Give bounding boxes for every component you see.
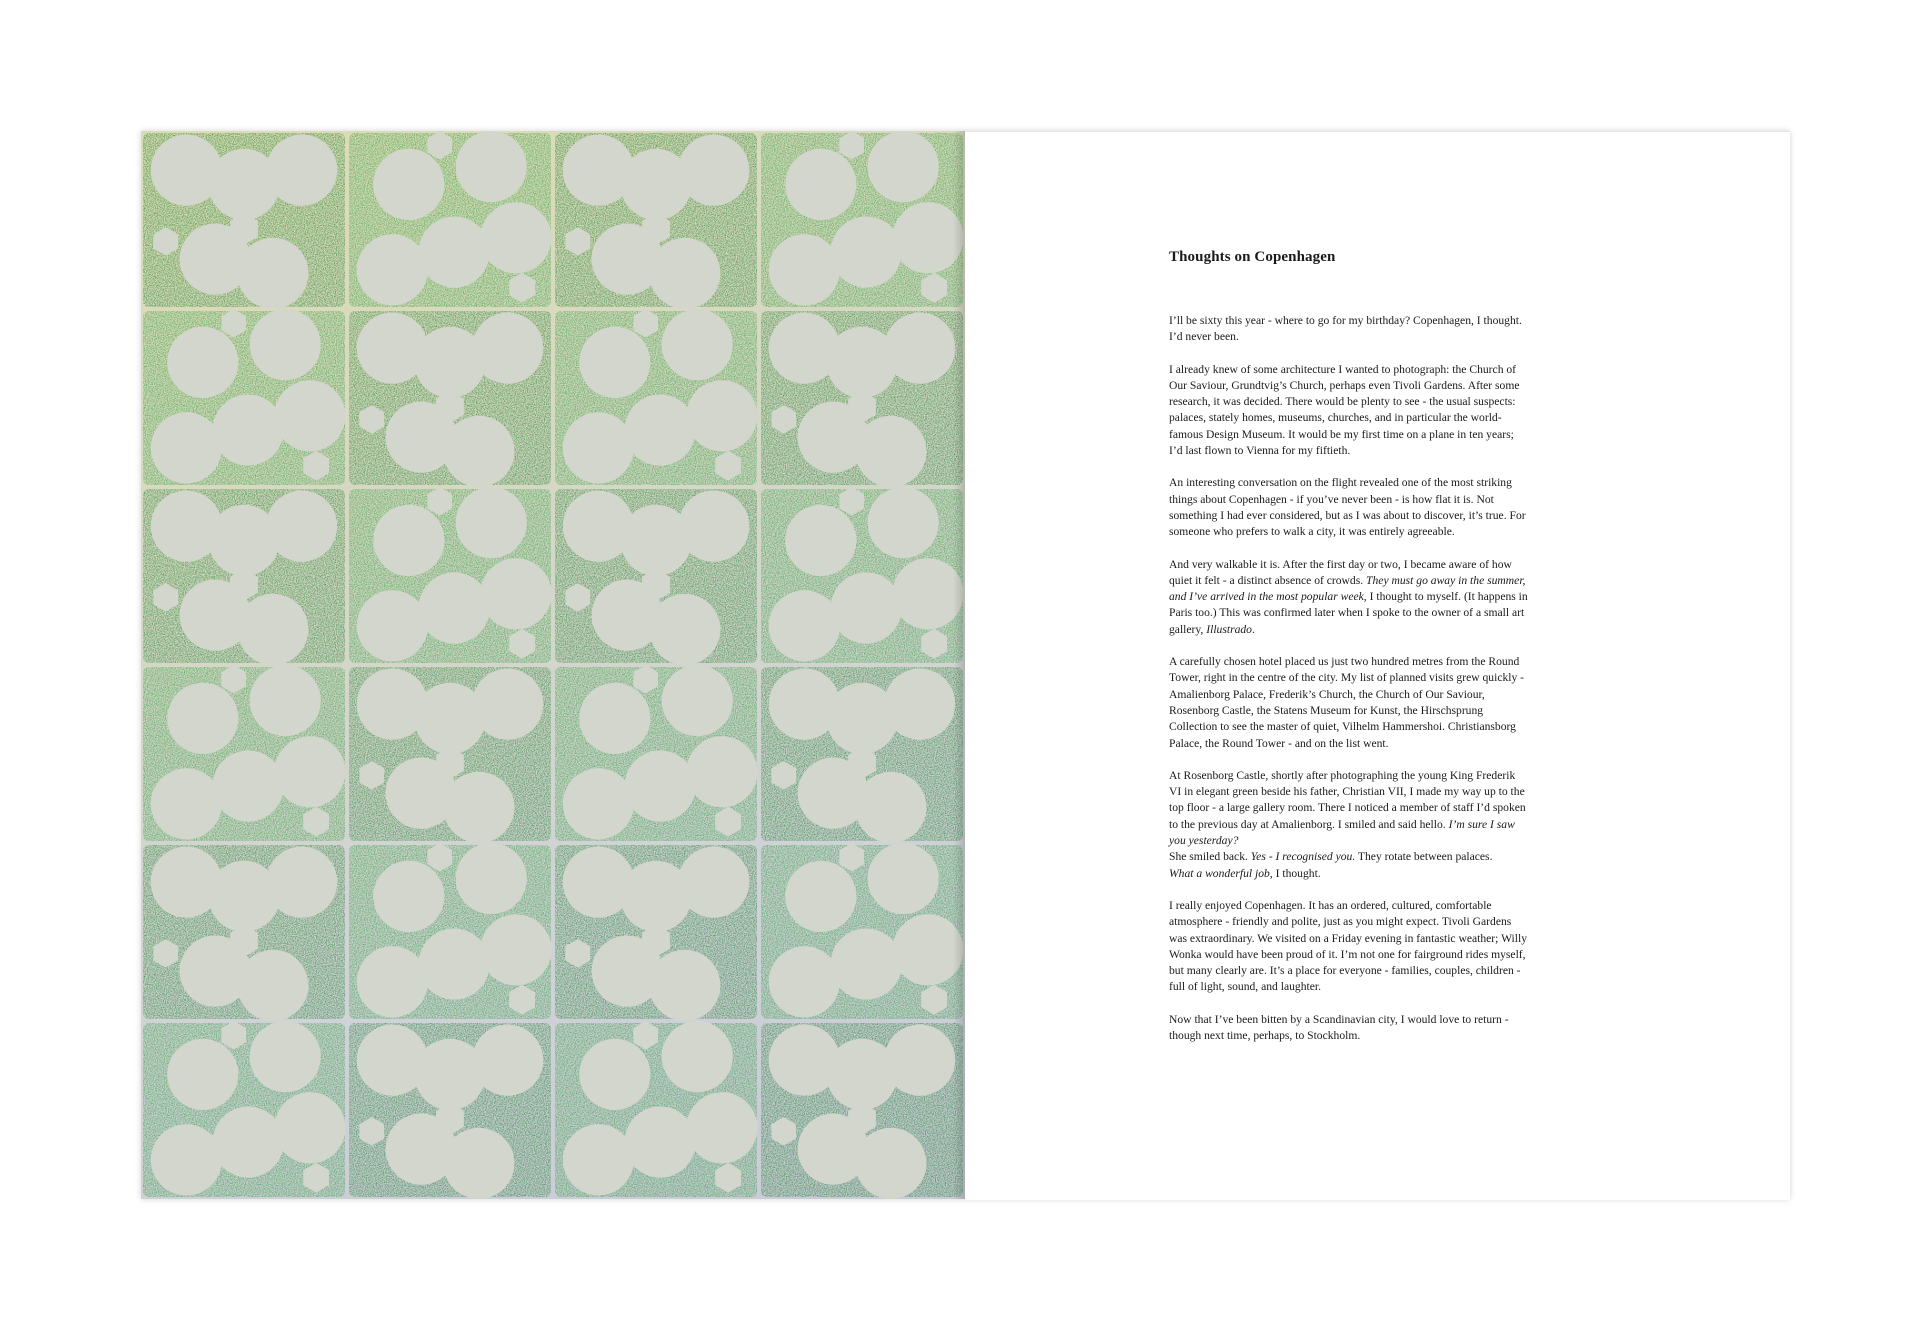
pattern-circle: [686, 736, 757, 807]
italic-run: What a wonderful job,: [1169, 866, 1273, 880]
pattern-circle: [274, 1092, 345, 1163]
pattern-circle: [419, 572, 490, 643]
pattern-circle: [151, 412, 222, 483]
pattern-circle: [151, 1124, 222, 1195]
pattern-circle: [662, 309, 733, 380]
pattern-circle: [213, 750, 284, 821]
pattern-circle: [868, 843, 939, 914]
pattern-circle: [237, 950, 308, 1021]
text-run: At Rosenborg Castle, shortly after photographing the young King Frederik VI in elegant green beside his father, Christian VII, I made my way up to the top floor - a large gallery room. There I noticed a member of staff I’d spoken to the previous day at Amalienborg. I smiled and said hello.: [1169, 768, 1526, 831]
pattern-circle: [266, 847, 337, 918]
italic-run: I’m sure I saw you yesterday?: [1169, 817, 1515, 848]
pattern-circle: [678, 491, 749, 562]
pattern-circle: [892, 202, 963, 273]
block-print-photo: [141, 131, 965, 1199]
text-run: An interesting conversation on the flight revealed one of the most striking things about Copenhagen - if you’ve never been - is how flat it is. Not something I had ever considered, but as I was about to discover, it’s true. For someone who prefers to walk a city, it was entirely agreeable.: [1169, 476, 1526, 539]
pattern-circle: [662, 1021, 733, 1092]
pattern-circle: [237, 238, 308, 309]
pattern-circle: [357, 946, 428, 1017]
pattern-circle: [480, 914, 551, 985]
article-paragraph: [1169, 768, 1529, 882]
pattern-circle: [213, 394, 284, 465]
pattern-circle: [678, 135, 749, 206]
pattern-circle: [855, 1128, 926, 1199]
italic-run: Illustrado: [1206, 622, 1252, 636]
italic-run: Yes - I recognised you.: [1250, 850, 1356, 864]
pattern-circle: [443, 416, 514, 487]
article-title: Thoughts on Copenhagen: [1169, 249, 1336, 265]
pattern-circle: [167, 327, 238, 398]
pattern-circle: [456, 843, 527, 914]
article-paragraph: [1169, 475, 1529, 540]
article-body: [1169, 313, 1529, 1044]
pattern-circle: [579, 683, 650, 754]
pattern-circle: [472, 1025, 543, 1096]
pattern-circle: [563, 768, 634, 839]
pattern-circle: [769, 590, 840, 661]
text-run: I really enjoyed Copenhagen. It has an ordered, cultured, comfortable atmosphere - friendly and polite, just as you might expect. Tivoli Gardens was extraordinary. We visited on a Friday evening in fantastic weather; Willy Wonka would have been proud of it. I’m not one for fairground rides myself, but many clearly are. It’s a place for everyone - families, couples, children - full of light, sound, and laughter.: [1169, 898, 1528, 994]
pattern-circle: [472, 313, 543, 384]
pattern-circle: [266, 491, 337, 562]
text-run: , I thought to myself. (It happens in Paris too.) This was confirmed later when I spoke to the owner of a small art gallery,: [1169, 590, 1528, 636]
pattern-circle: [250, 1021, 321, 1092]
pattern-circle: [579, 1039, 650, 1110]
text-run: They rotate between palaces.: [1355, 850, 1493, 864]
pattern-circle: [785, 505, 856, 576]
book-spread: [141, 131, 1790, 1199]
pattern-circle: [649, 594, 720, 665]
pattern-circle: [250, 309, 321, 380]
pattern-circle: [213, 1106, 284, 1177]
pattern-circle: [443, 772, 514, 843]
pattern-circle: [480, 558, 551, 629]
pattern-circle: [357, 234, 428, 305]
pattern-circle: [831, 216, 902, 287]
pattern-circle: [443, 1128, 514, 1199]
pattern-circle: [167, 683, 238, 754]
pattern-circle: [579, 327, 650, 398]
pattern-circle: [167, 1039, 238, 1110]
article: [1169, 249, 1529, 1060]
pattern-circle: [868, 487, 939, 558]
pattern-circle: [151, 768, 222, 839]
text-run: I already knew of some architecture I wanted to photograph: the Church of Our Saviour, Grundtvig’s Church, perhaps even Tivoli Gardens. After some research, it was decided. There would be plenty to see - the usual suspects: palaces, stately homes, museums, churches, and in particular the world-famous Design Museum. It would be my first time on a plane in ten years; I’d last flown to Vienna for my fiftieth.: [1169, 362, 1520, 458]
pattern-circle: [274, 736, 345, 807]
pattern-circle: [884, 669, 955, 740]
text-run: .: [1251, 622, 1255, 636]
pattern-circle: [625, 394, 696, 465]
pattern-circle: [785, 149, 856, 220]
text-run: I’ll be sixty this year - where to go for my birthday? Copenhagen, I thought. I’d never been.: [1169, 314, 1522, 344]
pattern-circle: [678, 847, 749, 918]
pattern-circle: [855, 772, 926, 843]
pattern-circle: [563, 412, 634, 483]
pattern-circle: [266, 135, 337, 206]
article-paragraph: [1169, 557, 1529, 638]
pattern-circle: [357, 590, 428, 661]
article-paragraph: [1169, 898, 1529, 996]
italic-run: They must go away in the summer, and I’ve arrived in the most popular week: [1169, 573, 1526, 604]
text-run: She smiled back.: [1169, 850, 1251, 864]
pattern-circle: [785, 861, 856, 932]
pattern-circle: [769, 234, 840, 305]
pattern-circle: [274, 380, 345, 451]
pattern-circle: [563, 1124, 634, 1195]
pattern-circle: [831, 572, 902, 643]
pattern-circle: [884, 1025, 955, 1096]
pattern-circle: [769, 946, 840, 1017]
pattern-circle: [625, 1106, 696, 1177]
pattern-circle: [892, 558, 963, 629]
pattern-circle: [868, 131, 939, 202]
pattern-circle: [419, 928, 490, 999]
pattern-circle: [649, 950, 720, 1021]
pattern-circle: [480, 202, 551, 273]
pattern-circle: [419, 216, 490, 287]
text-run: Now that I’ve been bitten by a Scandinavian city, I would love to return - though next time, perhaps, to Stockholm.: [1169, 1012, 1509, 1042]
text-run: And very walkable it is. After the first day or two, I became aware of how quiet it felt - a distinct absence of crowds.: [1169, 557, 1512, 587]
pattern-circle: [686, 1092, 757, 1163]
pattern-circle: [472, 669, 543, 740]
pattern-circle: [662, 665, 733, 736]
pattern-circle: [373, 861, 444, 932]
pattern-circle: [625, 750, 696, 821]
pattern-circle: [373, 149, 444, 220]
pattern-circle: [250, 665, 321, 736]
pattern-circle: [884, 313, 955, 384]
pattern-circle: [831, 928, 902, 999]
pattern-circle: [237, 594, 308, 665]
pattern-circle: [892, 914, 963, 985]
text-page: [965, 131, 1790, 1200]
pattern-circle: [649, 238, 720, 309]
pattern-circle: [456, 131, 527, 202]
article-paragraph: [1169, 1012, 1529, 1045]
article-paragraph: [1169, 313, 1529, 346]
article-paragraph: [1169, 654, 1529, 752]
pattern-circle: [456, 487, 527, 558]
green-block-print-pattern: [141, 131, 965, 1199]
text-run: I thought.: [1272, 866, 1321, 880]
pattern-circle: [373, 505, 444, 576]
text-run: A carefully chosen hotel placed us just two hundred metres from the Round Tower, right in the centre of the city. My list of planned visits grew quickly - Amalienborg Palace, Frederik’s Church, the Church of Our Saviour, Rosenborg Castle, the Statens Museum for Kunst, the Hirschsprung Collection to see the master of quiet, Vilhelm Hammershoi. Christiansborg Palace, the Round Tower - and on the list went.: [1169, 655, 1525, 750]
pattern-circle: [686, 380, 757, 451]
pattern-circle: [855, 416, 926, 487]
article-paragraph: [1169, 362, 1529, 460]
